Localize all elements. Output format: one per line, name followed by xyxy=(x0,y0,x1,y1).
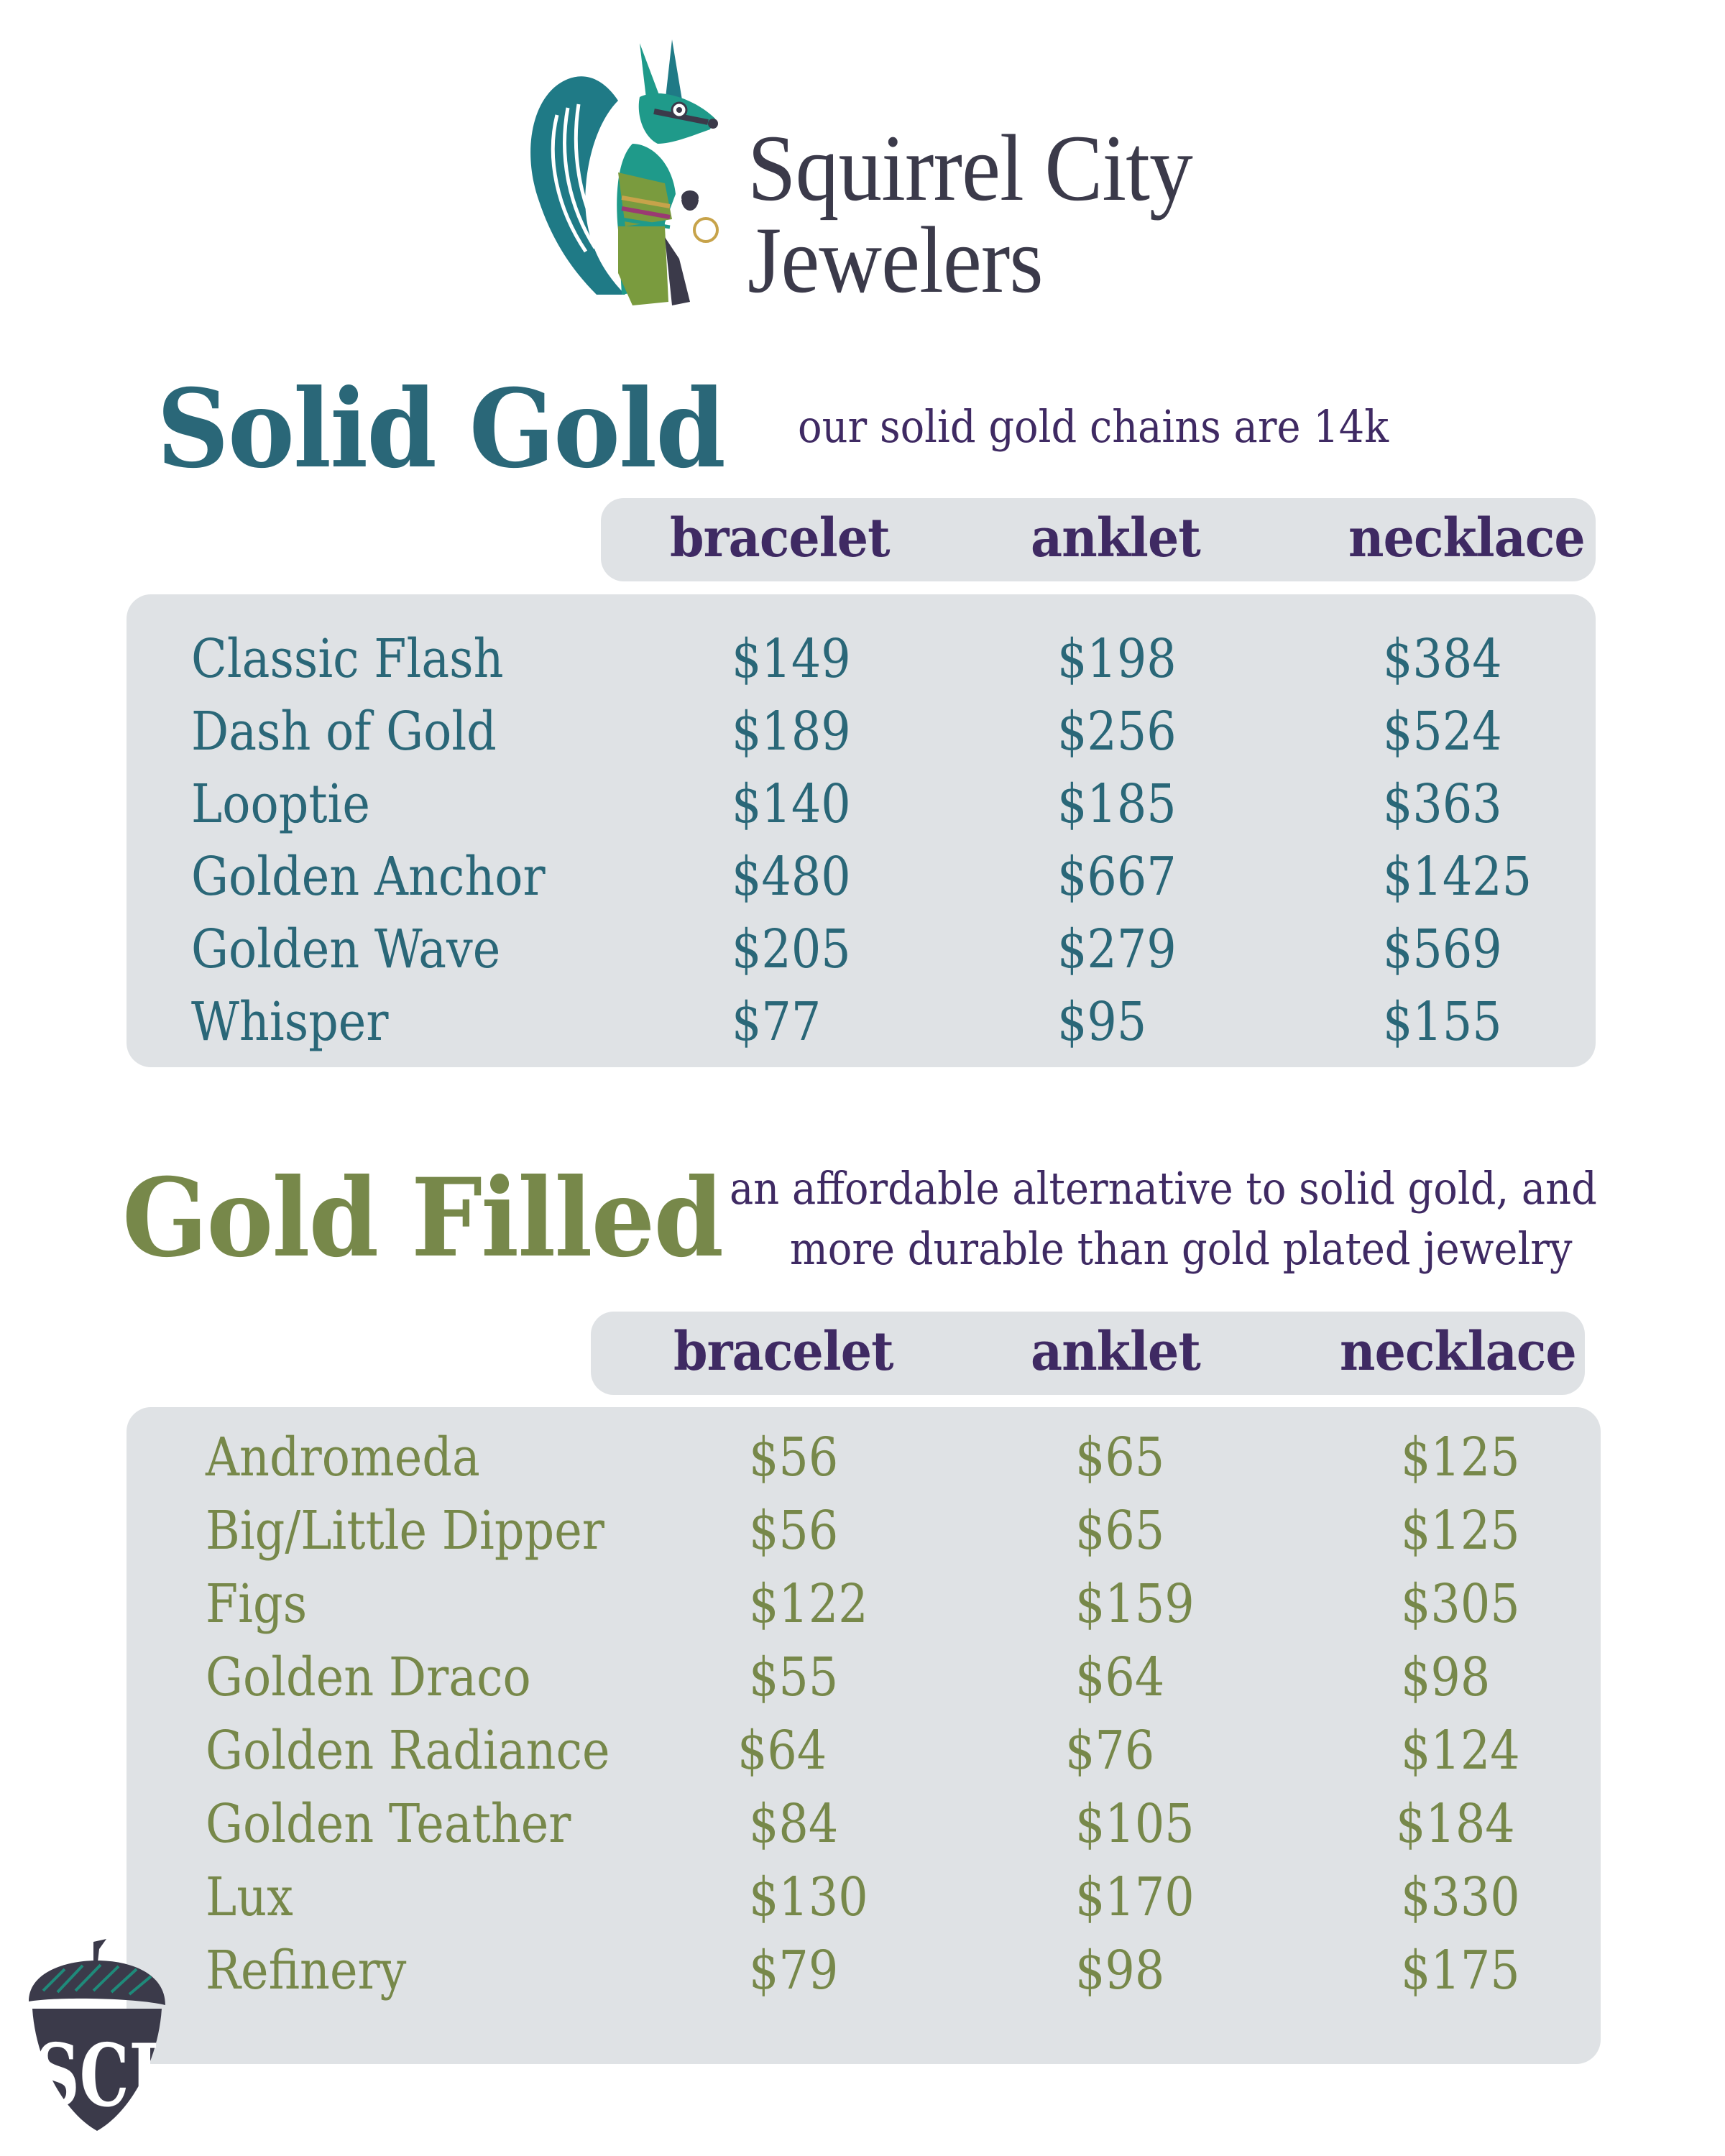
price-bracelet: $149 xyxy=(732,628,851,690)
product-name: Lux xyxy=(206,1866,293,1928)
product-name: Figs xyxy=(206,1573,308,1635)
price-necklace: $155 xyxy=(1383,991,1502,1053)
column-header-necklace: necklace xyxy=(1348,507,1585,569)
solid-gold-subtitle: our solid gold chains are 14k xyxy=(798,400,1389,453)
acorn-monogram-logo xyxy=(22,1933,172,2142)
table-row xyxy=(126,986,1596,1059)
price-anklet: $98 xyxy=(1075,1940,1165,2001)
product-name: Refinery xyxy=(206,1940,407,2001)
product-name: Golden Anchor xyxy=(191,846,546,908)
table-row xyxy=(126,696,1596,768)
price-bracelet: $189 xyxy=(732,701,851,763)
product-name: Golden Draco xyxy=(206,1646,531,1708)
price-bracelet: $64 xyxy=(737,1720,827,1782)
squirrel-mascot-icon xyxy=(518,36,748,316)
table-row xyxy=(126,841,1596,913)
price-necklace: $98 xyxy=(1401,1646,1491,1708)
price-anklet: $185 xyxy=(1057,773,1177,835)
price-anklet: $64 xyxy=(1075,1646,1165,1708)
brand-name-line2: Jewelers xyxy=(748,207,1043,313)
product-name: Looptie xyxy=(191,773,370,835)
table-row xyxy=(126,1935,1601,2007)
price-bracelet: $140 xyxy=(732,773,851,835)
price-bracelet: $56 xyxy=(749,1427,839,1488)
brand-logo xyxy=(518,36,1236,316)
column-header-bracelet: bracelet xyxy=(673,1321,893,1383)
price-anklet: $65 xyxy=(1075,1427,1165,1488)
price-bracelet: $56 xyxy=(749,1500,839,1562)
column-header-necklace: necklace xyxy=(1340,1321,1576,1383)
price-necklace: $363 xyxy=(1383,773,1502,835)
price-bracelet: $77 xyxy=(732,991,822,1053)
gold-filled-column-header xyxy=(591,1312,1585,1395)
monogram-text: SCJ xyxy=(34,2024,159,2127)
price-necklace: $125 xyxy=(1401,1500,1520,1562)
price-necklace: $175 xyxy=(1401,1940,1520,2001)
product-name: Big/Little Dipper xyxy=(206,1500,604,1562)
product-name: Dash of Gold xyxy=(191,701,497,763)
table-row xyxy=(126,768,1596,841)
product-name: Golden Radiance xyxy=(206,1720,610,1782)
price-anklet: $76 xyxy=(1065,1720,1155,1782)
table-row xyxy=(126,1861,1601,1934)
acorn-icon xyxy=(22,1933,172,2142)
product-name: Golden Teather xyxy=(206,1793,571,1855)
table-row xyxy=(126,1495,1601,1567)
price-anklet: $159 xyxy=(1075,1573,1195,1635)
gold-filled-subtitle xyxy=(730,1158,1597,1279)
gold-filled-subtitle-line2: more durable than gold plated jewelry xyxy=(789,1222,1573,1275)
column-header-anklet: anklet xyxy=(1031,507,1200,569)
product-name: Classic Flash xyxy=(191,628,504,690)
table-row xyxy=(126,1788,1601,1861)
gold-filled-title: Gold Filled xyxy=(122,1155,723,1281)
price-bracelet: $84 xyxy=(749,1793,839,1855)
table-row xyxy=(126,913,1596,986)
price-anklet: $198 xyxy=(1057,628,1177,690)
table-row xyxy=(126,1422,1601,1494)
price-necklace: $125 xyxy=(1401,1427,1520,1488)
column-header-bracelet: bracelet xyxy=(670,507,890,569)
table-row xyxy=(126,1568,1601,1641)
table-row xyxy=(126,1715,1601,1787)
solid-gold-price-table xyxy=(126,594,1596,1067)
product-name: Whisper xyxy=(191,991,389,1053)
price-anklet: $279 xyxy=(1057,918,1177,980)
price-bracelet: $79 xyxy=(749,1940,839,2001)
price-anklet: $667 xyxy=(1057,846,1177,908)
price-bracelet: $480 xyxy=(732,846,851,908)
price-anklet: $256 xyxy=(1057,701,1177,763)
price-necklace: $384 xyxy=(1383,628,1502,690)
price-anklet: $65 xyxy=(1075,1500,1165,1562)
price-anklet: $95 xyxy=(1057,991,1147,1053)
price-necklace: $569 xyxy=(1383,918,1502,980)
price-necklace: $330 xyxy=(1401,1866,1520,1928)
price-anklet: $170 xyxy=(1075,1866,1195,1928)
gold-filled-price-table xyxy=(126,1407,1601,2064)
table-row xyxy=(126,623,1596,696)
price-anklet: $105 xyxy=(1075,1793,1195,1855)
brand-name-line1: Squirrel City xyxy=(748,115,1192,221)
solid-gold-column-header xyxy=(601,498,1596,581)
price-bracelet: $122 xyxy=(749,1573,868,1635)
product-name: Andromeda xyxy=(206,1427,480,1488)
table-row xyxy=(126,1641,1601,1714)
price-necklace: $124 xyxy=(1401,1720,1520,1782)
price-necklace: $184 xyxy=(1396,1793,1515,1855)
price-bracelet: $205 xyxy=(732,918,851,980)
price-necklace: $524 xyxy=(1383,701,1502,763)
price-bracelet: $130 xyxy=(749,1866,868,1928)
column-header-anklet: anklet xyxy=(1031,1321,1200,1383)
brand-name xyxy=(748,115,1192,313)
price-bracelet: $55 xyxy=(749,1646,839,1708)
price-necklace: $305 xyxy=(1401,1573,1520,1635)
solid-gold-title: Solid Gold xyxy=(157,366,725,492)
price-necklace: $1425 xyxy=(1383,846,1532,908)
gold-filled-subtitle-line1: an affordable alternative to solid gold, and xyxy=(730,1162,1597,1215)
product-name: Golden Wave xyxy=(191,918,501,980)
